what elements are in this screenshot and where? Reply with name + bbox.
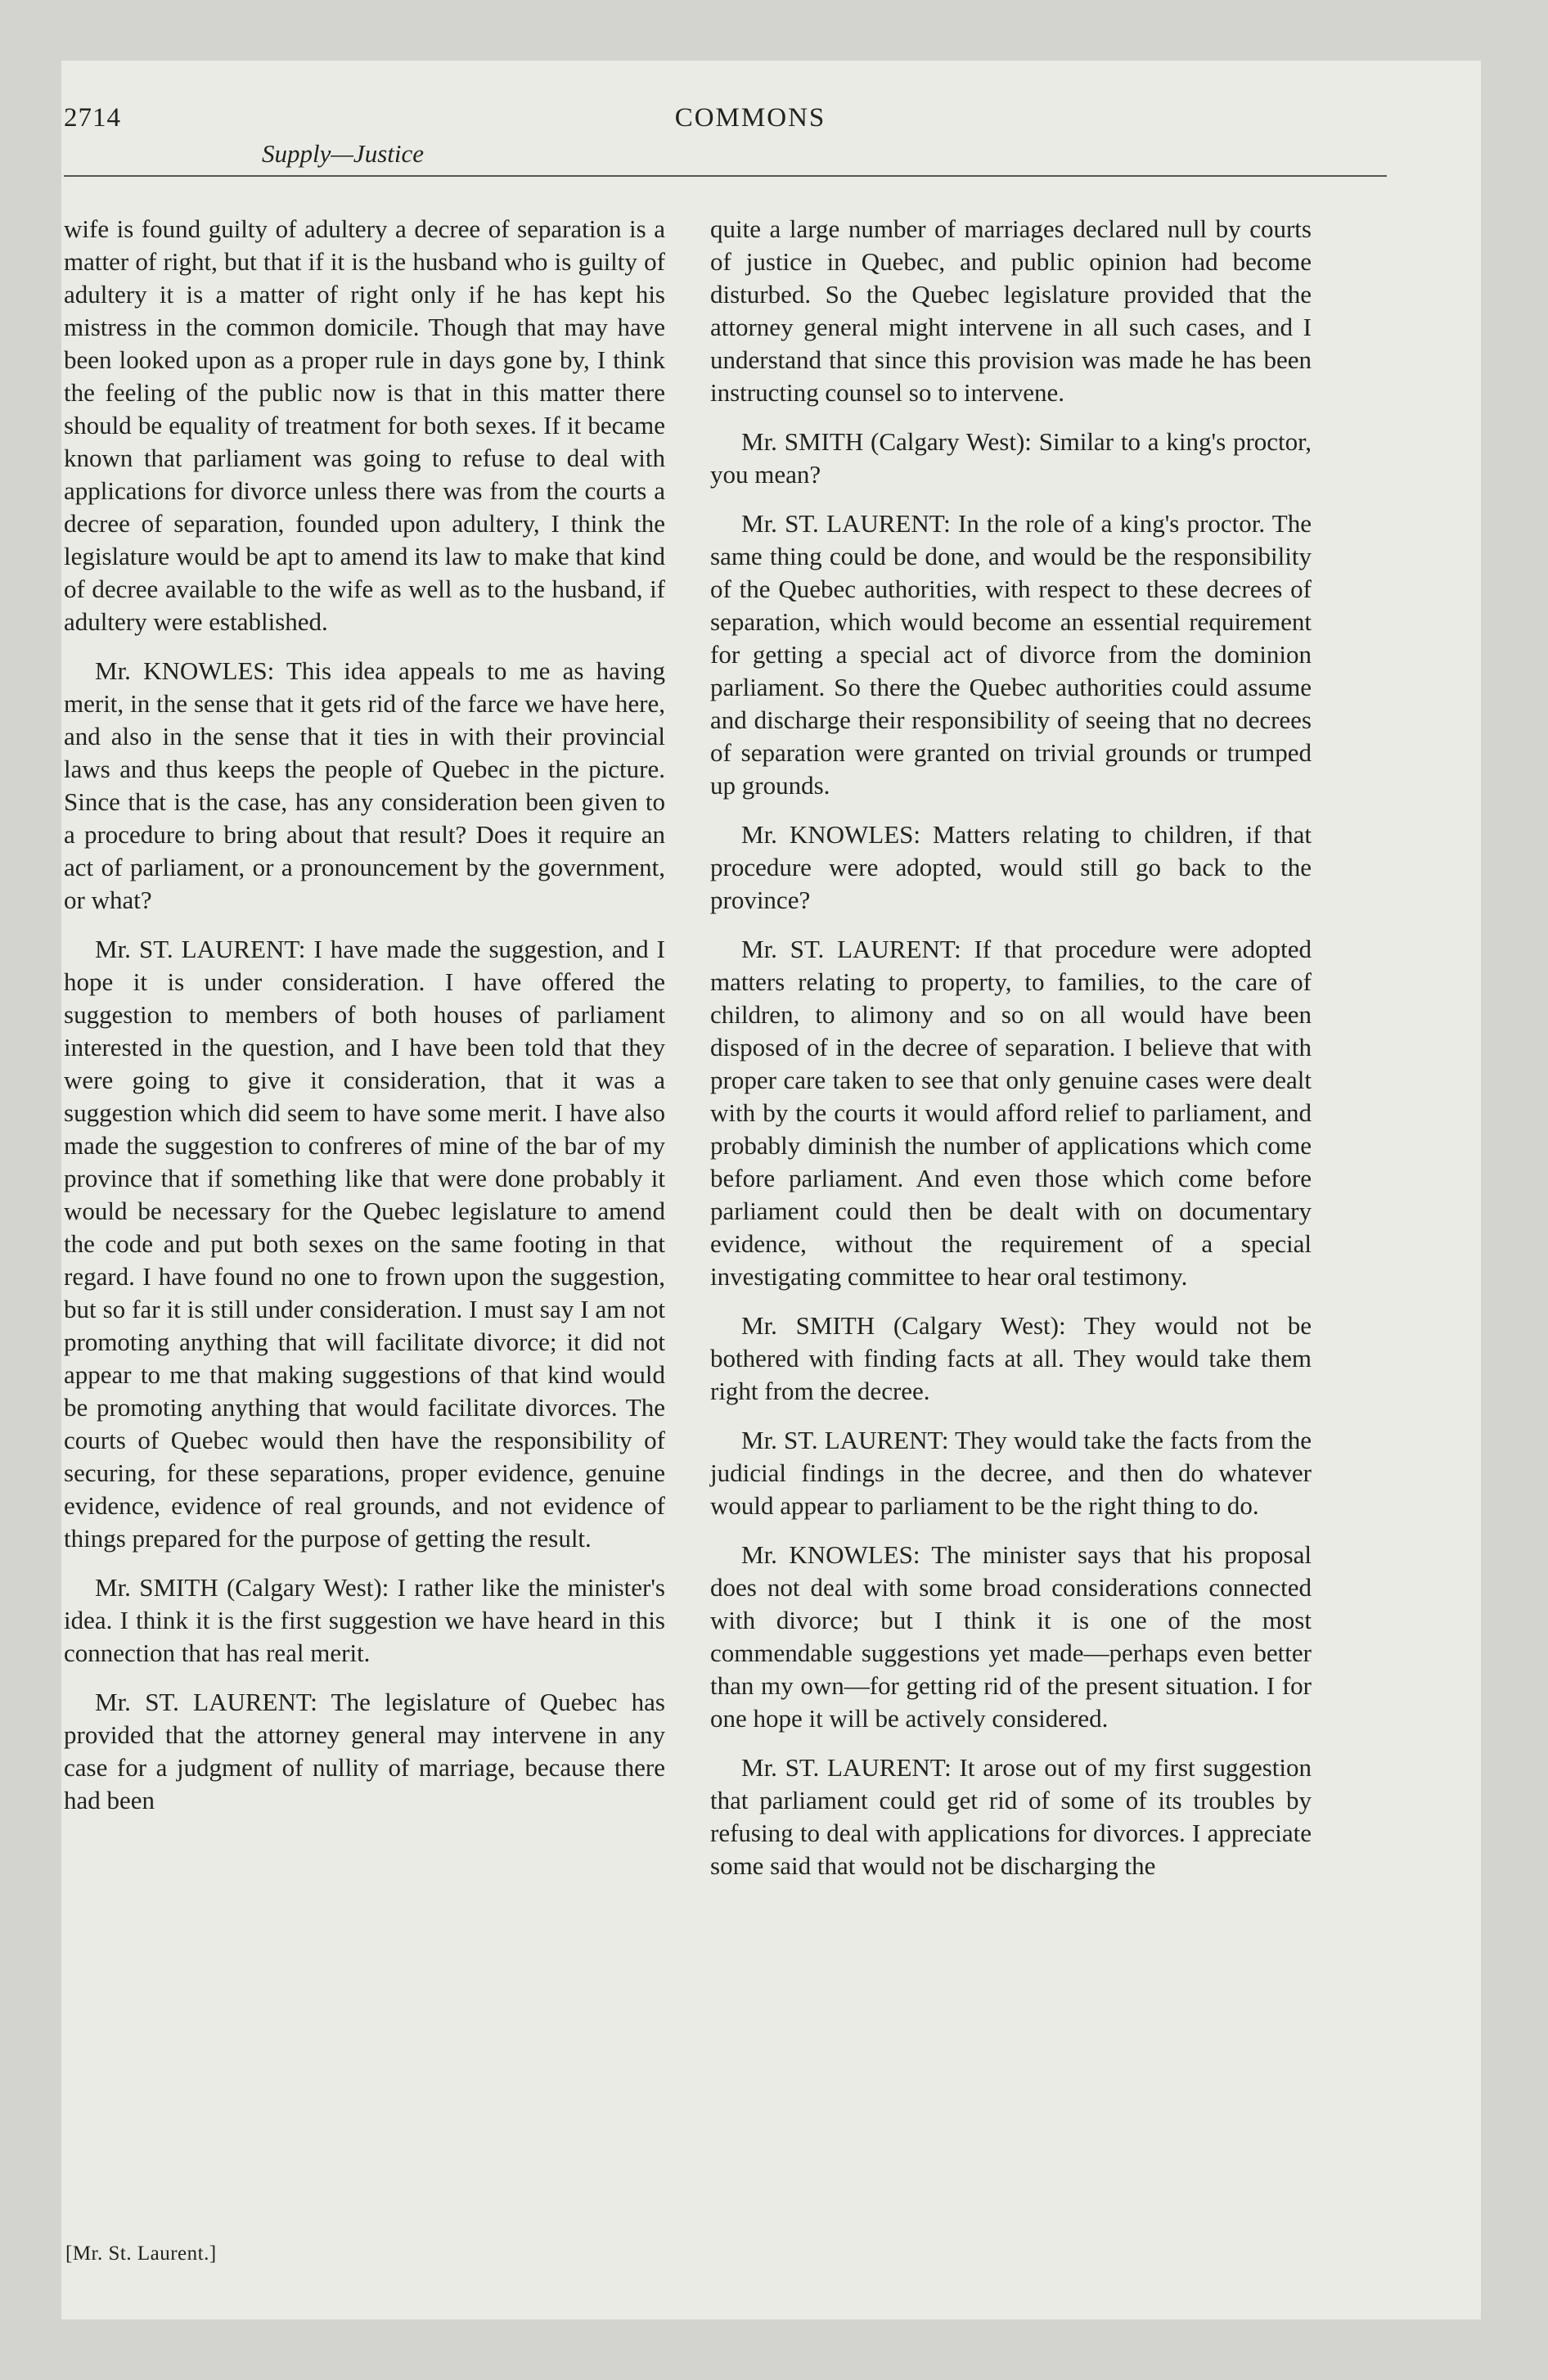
paragraph: quite a large number of marriages declared null by courts of justice in Quebec, and public opinion had become disturbed. So the Quebec legislature provided that the attorney general might intervene in all such cases, and I understand that since this provision was made he has been instructing counsel so to intervene. — [710, 214, 1312, 407]
paragraph: Mr. KNOWLES: This idea appeals to me as having merit, in the sense that it gets rid of the farce we have here, and also in the sense that it ties in with their provincial laws and thus keeps the people of Quebec in the picture. Since that is the case, has any consideration been given to a procedure to bring about that result? Does it require an act of parliament, or a pronouncement by the government, or what? — [64, 656, 665, 914]
page-number: 2714 — [64, 103, 121, 133]
paragraph: Mr. SMITH (Calgary West): I rather like the minister's idea. I think it is the first suggestion we have heard in this connection that has real merit. — [64, 1573, 665, 1667]
header-title: COMMONS — [674, 103, 826, 133]
paragraph: Mr. ST. LAURENT: It arose out of my first suggestion that parliament could get rid of some of its troubles by refusing to deal with applications for divorces. I appreciate some said that would not be discharging the — [710, 1753, 1312, 1880]
paragraph: Mr. ST. LAURENT: I have made the suggestion, and I hope it is under consideration. I have offered the suggestion to members of both houses of parliament interested in the question, and I have been told that they were going to give it consideration, that it was a suggestion which did seem to have some merit. I have also made the suggestion to confreres of mine of the bar of my province that if something like that were done probably it would be necessary for the Quebec legislature to amend the code and put both sexes on the same footing in that regard. I have found no one to frown upon the suggestion, but so far it is still under consideration. I must say I am not promoting anything that will facilitate divorce; it did not appear to me that making suggestions of that kind would be promoting anything that would facilitate divorces. The courts of Quebec would then have the responsibility of securing, for these separations, proper evidence, genuine evidence, evidence of real grounds, and not evidence of things prepared for the purpose of getting the result. — [64, 935, 665, 1553]
paragraph: Mr. KNOWLES: Matters relating to children, if that procedure were adopted, would still go back to the province? — [710, 820, 1312, 914]
header-rule — [64, 175, 1387, 177]
paragraph: Mr. SMITH (Calgary West): They would not be bothered with finding facts at all. They would take them right from the decree. — [710, 1311, 1312, 1405]
paragraph: Mr. ST. LAURENT: In the role of a king's proctor. The same thing could be done, and would be the responsibility of the Quebec authorities, with respect to these decrees of separation, which would become an essential requirement for getting a special act of divorce from the dominion parliament. So there the Quebec authorities could assume and discharge their responsibility of seeing that no decrees of separation were granted on trivial grounds or trumped up grounds. — [710, 509, 1312, 800]
paragraph: Mr. SMITH (Calgary West): Similar to a king's proctor, you mean? — [710, 427, 1312, 489]
paragraph: Mr. KNOWLES: The minister says that his proposal does not deal with some broad considerations connected with divorce; but I think it is one of the most commendable suggestions yet made—perhaps even better than my own—for getting rid of the present situation. I for one hope it will be actively considered. — [710, 1540, 1312, 1733]
speaker-footnote: [Mr. St. Laurent.] — [65, 2243, 217, 2265]
right-column — [710, 213, 1312, 1899]
running-head: Supply—Justice — [262, 139, 425, 168]
paragraph: wife is found guilty of adultery a decree of separation is a matter of right, but that if it is the husband who is guilty of adultery it is a matter of right only if he has kept his mistress in the common domicile. Though that may have been looked upon as a proper rule in days gone by, I think the feeling of the public now is that in this matter there should be equality of treatment for both sexes. If it became known that parliament was going to refuse to deal with applications for divorce unless there was from the courts a decree of separation, founded upon adultery, I think the legislature would be apt to amend its law to make that kind of decree available to the wife as well as to the husband, if adultery were established. — [64, 214, 665, 636]
paragraph: Mr. ST. LAURENT: They would take the facts from the judicial findings in the decree, and then do whatever would appear to parliament to be the right thing to do. — [710, 1426, 1312, 1520]
left-column — [64, 213, 665, 1833]
paragraph: Mr. ST. LAURENT: If that procedure were adopted matters relating to property, to families, to the care of children, to alimony and so on all would have been disposed of in the decree of separation. I believe that with proper care taken to see that only genuine cases were dealt with by the courts it would afford relief to parliament, and probably diminish the number of applications which come before parliament. And even those which come before parliament could then be dealt with on documentary evidence, without the requirement of a special investigating committee to hear oral testimony. — [710, 935, 1312, 1291]
paragraph: Mr. ST. LAURENT: The legislature of Quebec has provided that the attorney general may intervene in any case for a judgment of nullity of marriage, because there had been — [64, 1688, 665, 1814]
